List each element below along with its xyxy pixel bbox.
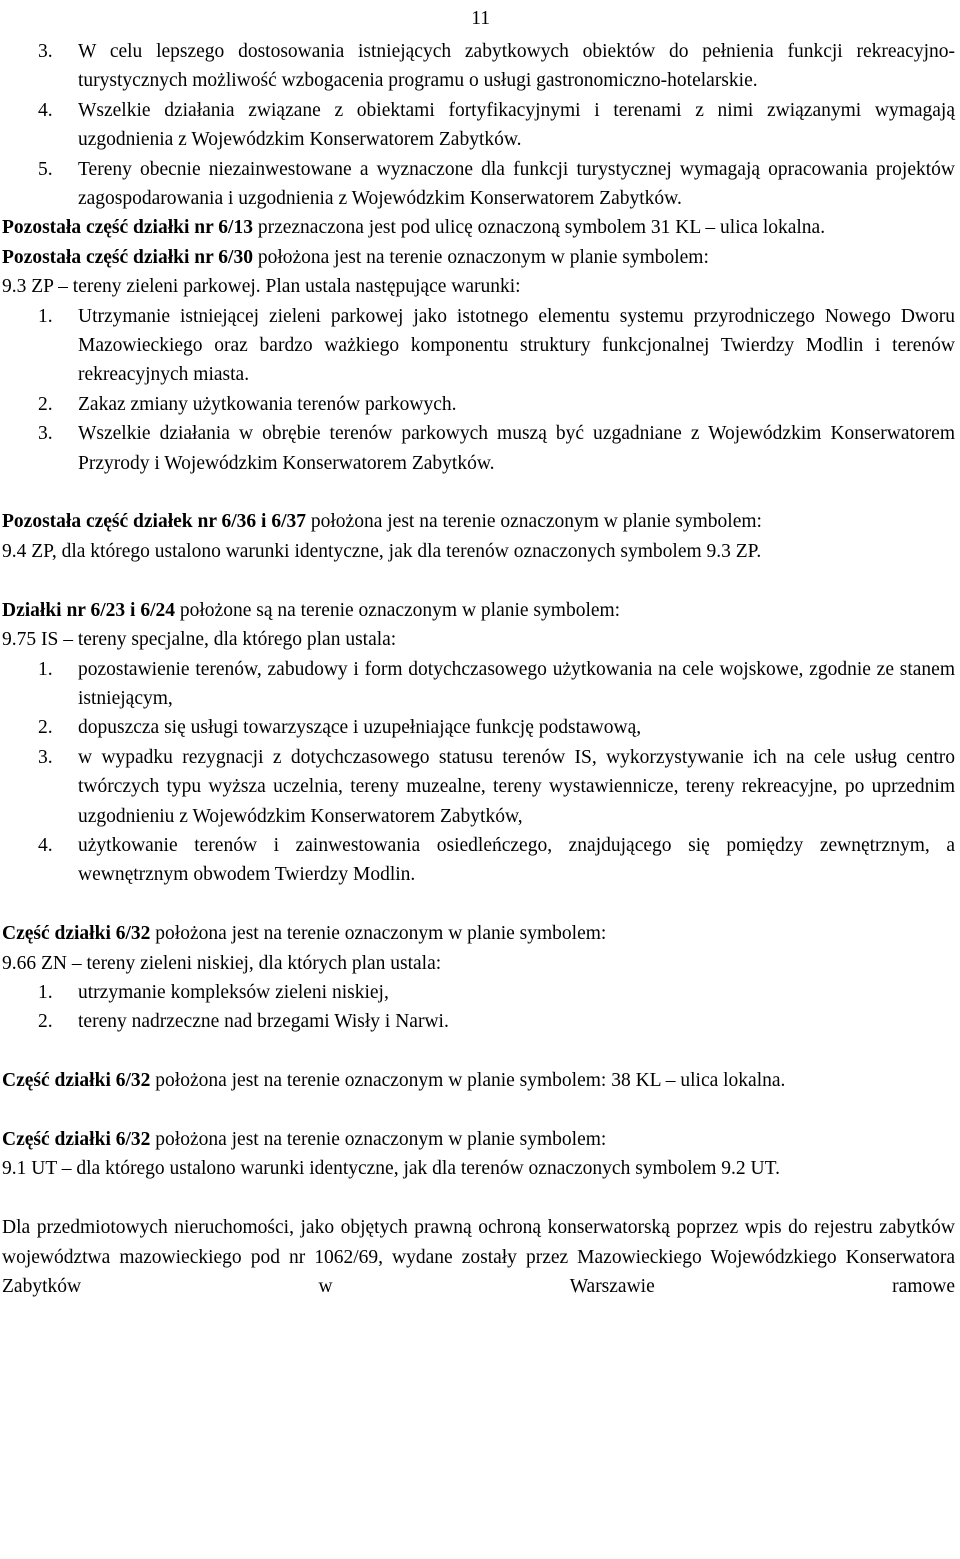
paragraph-line: 9.3 ZP – tereny zieleni parkowej. Plan ustala następujące warunki: (2, 276, 521, 298)
page-number: 11 (471, 8, 490, 29)
paragraph-plot-6-32-kl: Część działki 6/32 położona jest na terenie oznaczonym w planie symbolem: 38 KL – ulica lokalna. (2, 1070, 786, 1092)
document-body (2, 37, 955, 1301)
list-item: 5. Tereny obecnie niezainwestowane a wyznaczone dla funkcji turystycznej wymagają opracowania projektów zagospodarowania i uzgodnienia z Wojewódzkim Konserwatorem Zabytków. (38, 158, 955, 210)
list-item: 4. Wszelkie działania związane z obiektami fortyfikacyjnymi i terenami z nimi związanymi wymagają uzgodnienia z Wojewódzkim Konserwatorem Zabytków. (38, 99, 955, 151)
list-item: 1. Utrzymanie istniejącej zieleni parkowej jako istotnego elementu systemu przyrodniczego Nowego Dworu Mazowieckiego oraz bardzo ważkiego komponentu struktury funkcjonalnej Twierdzy Modlin i terenów rekreacyjnych miasta. (38, 305, 955, 386)
paragraph-line: 9.4 ZP, dla którego ustalono warunki identyczne, jak dla terenów oznaczonych symbolem 9.3 ZP. (2, 540, 762, 562)
paragraph-plots-6-36-6-37: Pozostała część działek nr 6/36 i 6/37 położona jest na terenie oznaczonym w planie symbolem: (2, 511, 762, 533)
paragraph-plots-6-23-6-24: Działki nr 6/23 i 6/24 położone są na terenie oznaczonym w planie symbolem: (2, 599, 621, 621)
paragraph-plot-6-32-zn: Część działki 6/32 położona jest na terenie oznaczonym w planie symbolem: (2, 923, 607, 945)
list-item: 2. dopuszcza się usługi towarzyszące i uzupełniające funkcję podstawową, (38, 717, 642, 739)
paragraph-line: 9.75 IS – tereny specjalne, dla którego plan ustala: (2, 629, 397, 651)
list-item: 3. W celu lepszego dostosowania istniejących zabytkowych obiektów do pełnienia funkcji rekreacyjno-turystycznych możliwość wzbogacenia programu o usługi gastronomiczno-hotelarskie. (38, 41, 955, 92)
paragraph-plot-6-30: Pozostała część działki nr 6/30 położona jest na terenie oznaczonym w planie symbolem: (2, 246, 709, 268)
list-item: 1. pozostawienie terenów, zabudowy i form dotychczasowego użytkowania na cele wojskowe, zgodnie ze stanem istniejącym, (38, 658, 955, 709)
list-item: 4. użytkowanie terenów i zainwestowania osiedleńczego, znajdującego się pomiędzy zewnętrznym, a wewnętrznym obwodem Twierdzy Modlin. (38, 834, 955, 886)
paragraph-line: 9.66 ZN – tereny zieleni niskiej, dla których plan ustala: (2, 952, 442, 974)
paragraph-line: 9.1 UT – dla którego ustalono warunki identyczne, jak dla terenów oznaczonych symbolem 9.2 UT. (2, 1158, 780, 1180)
paragraph-plot-6-32-ut: Część działki 6/32 położona jest na terenie oznaczonym w planie symbolem: (2, 1128, 607, 1150)
list-item: 1. utrzymanie kompleksów zieleni niskiej, (38, 981, 389, 1003)
list-item: 3. w wypadku rezygnacji z dotychczasowego statusu terenów IS, wykorzystywanie ich na cele usług centro twórczych typu wyższa uczelnia, tereny muzealne, tereny wystawiennicze, tereny rekreacyjne, po uprzednim uzgodnieniu z Wojewódzkim Konserwatorem Zabytków, (38, 746, 955, 827)
paragraph-final: Dla przedmiotowych nieruchomości, jako objętych prawną ochroną konserwatorską poprzez wpis do rejestru zabytków województwa mazowieckiego pod nr 1062/69, wydane zostały przez Mazowieckiego Wojewódzkiego Konserwatora Zabytków w Warszawie ramowe (2, 1217, 955, 1297)
list-item: 3. Wszelkie działania w obrębie terenów parkowych muszą być uzgadniane z Wojewódzkim Konserwatorem Przyrody i Wojewódzkim Konserwatorem Zabytków. (38, 423, 955, 474)
paragraph-plot-6-13: Pozostała część działki nr 6/13 przeznaczona jest pod ulicę oznaczoną symbolem 31 KL – ulica lokalna. (2, 217, 826, 239)
list-item: 2. tereny nadrzeczne nad brzegami Wisły i Narwi. (38, 1011, 449, 1033)
list-item: 2. Zakaz zmiany użytkowania terenów parkowych. (38, 393, 457, 415)
